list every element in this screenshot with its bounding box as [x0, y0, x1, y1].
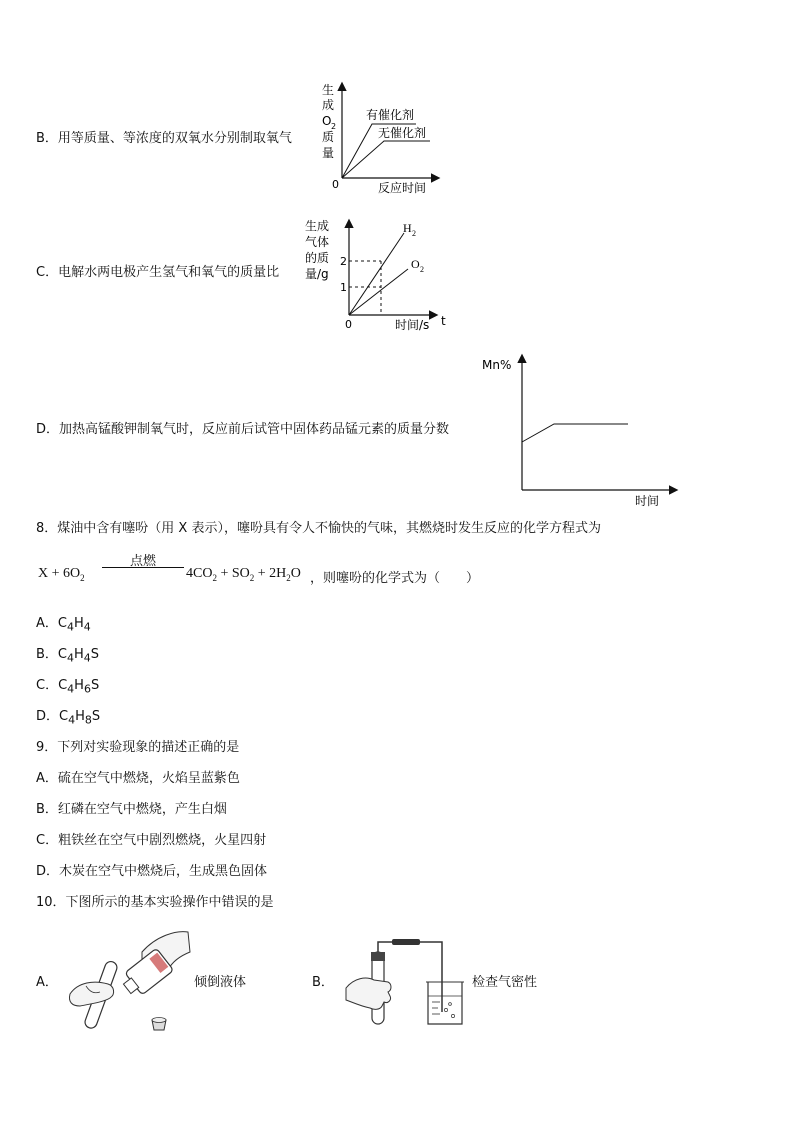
eq-right: $4CO_2 + SO_2 + 2H_2O$ — [186, 566, 301, 583]
pouring-liquid-illustration — [64, 922, 194, 1038]
graph-c-tick-1: 1 — [340, 281, 347, 294]
q7-option-b: B．用等质量、等浓度的双氧水分别制取氧气 — [36, 131, 292, 146]
rubber-tube — [392, 939, 420, 945]
graph-b-origin: 0 — [332, 178, 339, 191]
q9-stem: 9．下列对实验现象的描述正确的是 — [36, 740, 240, 755]
q9-option-b: B．红磷在空气中燃烧，产生白烟 — [36, 802, 227, 817]
q8-option-d: D．$C_4H_8S$ — [36, 709, 101, 727]
q7-option-c: C．电解水两电极产生氢气和氧气的质量比 — [36, 265, 280, 280]
q10-option-b-caption: 检查气密性 — [472, 975, 538, 990]
eq-condition: 点燃 — [129, 554, 156, 569]
eq-left: $X + 6O_2$ — [38, 566, 85, 583]
eq-arrow-line — [102, 567, 184, 568]
graph-c-o2-sub: 2 — [420, 265, 424, 274]
q10-option-b-label: B． — [312, 975, 334, 990]
q8-option-a: A．$C_4H_4$ — [36, 616, 91, 634]
graph-b-line-no-catalyst — [342, 141, 430, 178]
q10-option-a-label: A． — [36, 975, 58, 990]
graph-b-ylabel-sub: 2 — [331, 122, 337, 131]
graph-d-curve — [522, 424, 628, 442]
graph-c-h2-sub: 2 — [412, 229, 416, 238]
graph-b-ylabel-1: 生 — [322, 83, 335, 97]
q7-option-d: D．加热高锰酸钾制氧气时，反应前后试管中固体药品锰元素的质量分数 — [36, 422, 450, 437]
q7-option-b-graph — [316, 78, 446, 196]
graph-b-ylabel-5: 量 — [322, 146, 335, 160]
graph-b-ylabel-3: O — [322, 114, 332, 128]
graph-c-ylabel-2: 气体 — [305, 235, 330, 249]
q9-option-c: C．粗铁丝在空气中剧烈燃烧，火星四射 — [36, 833, 267, 848]
q9-option-d: D．木炭在空气中燃烧后，生成黑色固体 — [36, 864, 268, 879]
graph-b-line1-label: 有催化剂 — [366, 108, 415, 122]
q7-option-c-graph — [300, 215, 460, 335]
q10-option-a-caption: 倾倒液体 — [194, 975, 247, 990]
graph-b-ylabel-4: 质 — [322, 130, 335, 144]
graph-c-origin: 0 — [345, 318, 352, 331]
eq-tail: ，则噻吩的化学式为（ ） — [310, 571, 480, 586]
graph-c-tick-2: 2 — [340, 255, 347, 268]
q8-option-c: C．$C_4H_6S$ — [36, 678, 100, 696]
graph-c-line-h2 — [349, 233, 404, 315]
graph-c-xlabel: 时间/s — [395, 318, 430, 332]
graph-d-xlabel: 时间 — [635, 494, 660, 508]
graph-c-xaxis-t: t — [441, 314, 446, 328]
graph-b-ylabel-2: 成 — [322, 98, 335, 112]
q7-option-d-graph — [478, 350, 688, 510]
airtightness-check-illustration — [340, 930, 470, 1030]
graph-c-ylabel-4: 量/g — [305, 267, 329, 281]
graph-c-h2-label: H — [403, 221, 412, 235]
q8-stem: 8．煤油中含有噻吩（用 X 表示），噻吩具有令人不愉快的气味，其燃烧时发生反应的化学方程式为 — [36, 521, 601, 536]
q8-option-b: B．$C_4H_4S$ — [36, 647, 100, 665]
graph-b-line2-label: 无催化剂 — [378, 126, 427, 140]
q9-option-a: A．硫在空气中燃烧，火焰呈蓝紫色 — [36, 771, 240, 786]
graph-b-xlabel: 反应时间 — [378, 181, 427, 195]
graph-c-o2-label: O — [411, 257, 420, 271]
graph-d-ylabel: Mn% — [482, 358, 512, 372]
graph-c-line-o2 — [349, 269, 408, 315]
q10-stem: 10．下图所示的基本实验操作中错误的是 — [36, 895, 274, 910]
graph-c-ylabel-3: 的质 — [305, 251, 330, 265]
graph-c-ylabel-1: 生成 — [305, 219, 330, 233]
